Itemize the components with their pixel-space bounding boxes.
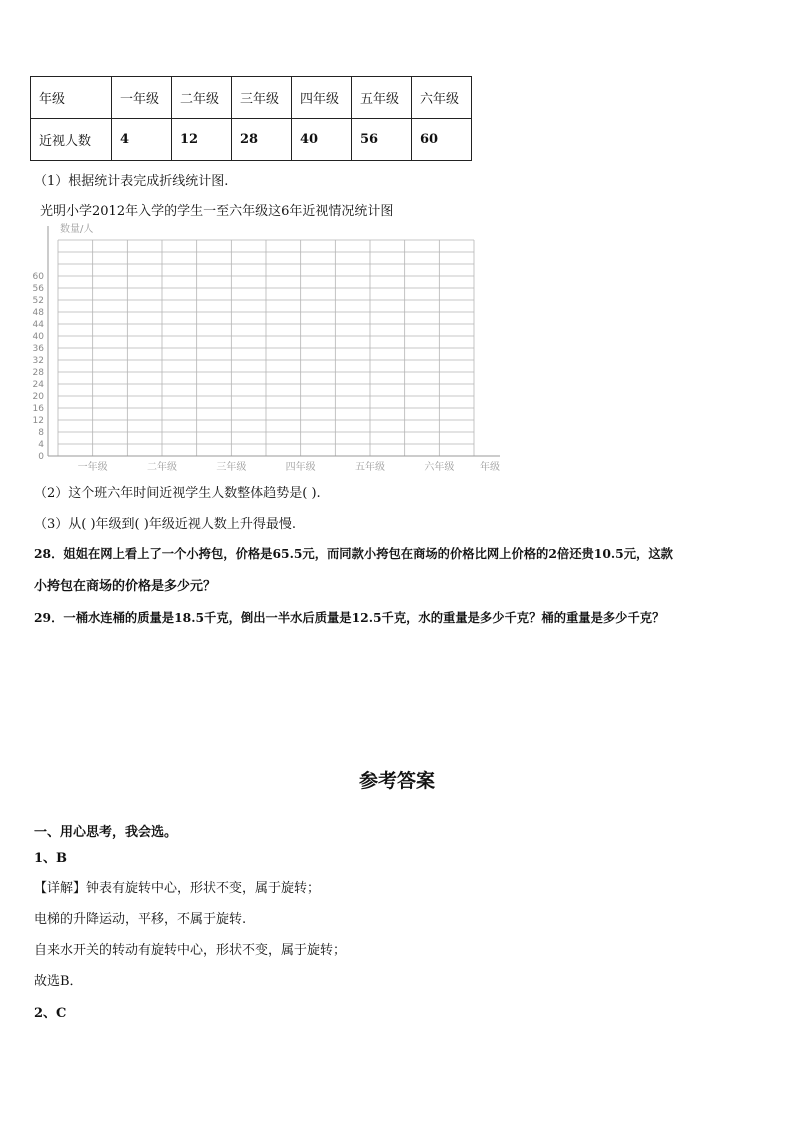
y-tick-label: 52	[32, 296, 44, 306]
table-cell: 一年级	[112, 77, 172, 119]
answer-detail-line: 【详解】钟表有旋转中心，形状不变，属于旋转；	[34, 881, 321, 896]
answer-detail-line: 自来水开关的转动有旋转中心，形状不变，属于旋转；	[34, 943, 347, 958]
y-tick-label: 28	[32, 368, 44, 378]
x-axis-label: 年级	[480, 462, 500, 473]
y-tick-label: 56	[32, 284, 44, 294]
table-cell: 近视人数	[31, 119, 112, 161]
y-tick-label: 40	[32, 332, 44, 342]
y-tick-label: 48	[32, 308, 44, 318]
answer-section-title: 参考答案	[358, 770, 435, 792]
x-tick-label: 五年级	[355, 462, 385, 473]
x-tick-label: 四年级	[285, 462, 316, 473]
line-chart-grid	[30, 220, 510, 475]
answer-1: 1、B	[34, 851, 68, 866]
question-28-line-2: 小挎包在商场的价格是多少元？	[34, 579, 217, 594]
table-cell: 28	[232, 119, 292, 161]
question-2: （2）这个班六年时间近视学生人数整体趋势是( ).	[34, 486, 321, 501]
answer-detail-line: 电梯的升降运动，平移，不属于旋转.	[34, 912, 247, 927]
question-3: （3）从( )年级到( )年级近视人数上升得最慢.	[34, 517, 296, 532]
y-tick-label: 44	[32, 320, 44, 330]
table-cell: 五年级	[352, 77, 412, 119]
stats-table	[30, 76, 472, 161]
x-tick-label: 三年级	[216, 462, 247, 473]
y-tick-labels	[33, 272, 45, 462]
y-tick-label: 12	[32, 416, 44, 426]
table-cell: 年级	[31, 77, 112, 119]
grid-lines	[48, 226, 500, 456]
answer-2: 2、C	[34, 1006, 67, 1021]
table-cell: 12	[172, 119, 232, 161]
y-tick-label: 32	[32, 356, 44, 366]
y-tick-label: 16	[32, 404, 44, 414]
y-axis-label: 数量/人	[60, 224, 94, 235]
y-tick-label: 24	[32, 380, 44, 390]
x-tick-label: 二年级	[147, 462, 177, 473]
table-cell: 二年级	[172, 77, 232, 119]
y-tick-label: 0	[38, 452, 44, 462]
x-tick-label: 六年级	[424, 462, 455, 473]
table-row-header	[31, 77, 472, 119]
table-row-values	[31, 119, 472, 161]
y-tick-label: 36	[32, 344, 44, 354]
table-cell: 六年级	[412, 77, 472, 119]
table-cell: 60	[412, 119, 472, 161]
y-tick-label: 60	[32, 272, 44, 282]
y-tick-label: 4	[38, 440, 44, 450]
answer-detail-line: 故选B．	[34, 974, 83, 989]
x-tick-label: 一年级	[77, 462, 108, 473]
y-tick-label: 8	[38, 428, 44, 438]
table-cell: 56	[352, 119, 412, 161]
x-tick-labels	[78, 460, 455, 473]
question-1: （1）根据统计表完成折线统计图.	[34, 174, 229, 189]
chart-title: 光明小学2012年入学的学生一至六年级这6年近视情况统计图	[40, 204, 394, 219]
question-29: 29．一桶水连桶的质量是18.5千克，倒出一半水后质量是12.5千克，水的重量是多少千克？桶的重量是多少千克？	[34, 610, 665, 625]
table-cell: 40	[292, 119, 352, 161]
y-tick-label: 20	[32, 392, 44, 402]
table-cell: 4	[112, 119, 172, 161]
question-28-line-1: 28．姐姐在网上看上了一个小挎包，价格是65.5元，而同款小挎包在商场的价格比网上价格的2倍还贵10.5元，这款	[34, 546, 673, 561]
answer-section-heading: 一、用心思考，我会选。	[34, 825, 178, 840]
table-cell: 四年级	[292, 77, 352, 119]
table-cell: 三年级	[232, 77, 292, 119]
